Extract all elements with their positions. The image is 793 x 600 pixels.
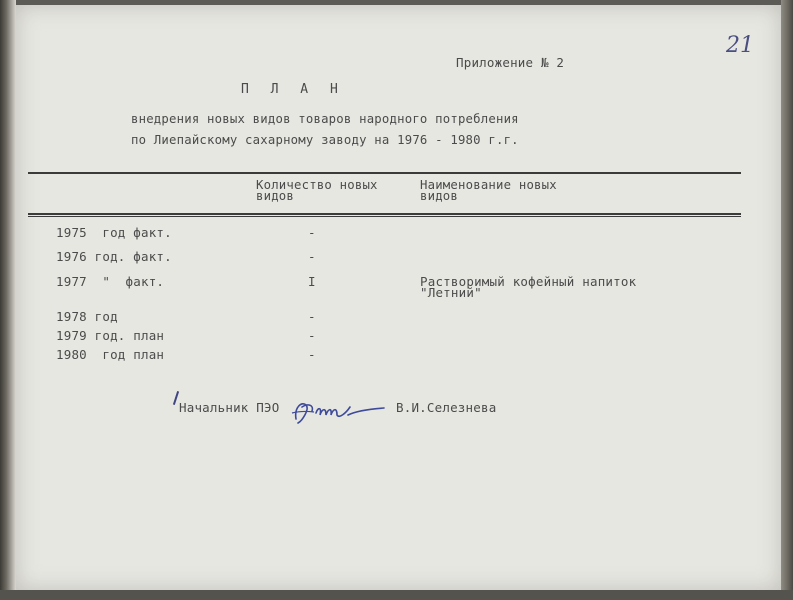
row-year-label: 1976 год. факт.	[56, 249, 172, 264]
page-right-edge	[781, 0, 793, 600]
handwritten-folio-number: 21	[726, 33, 754, 58]
signatory-position: Начальник ПЭО	[179, 400, 280, 415]
document-page	[16, 5, 781, 590]
row-year-label: 1975 год факт.	[56, 225, 172, 240]
row-quantity: -	[308, 309, 316, 324]
row-quantity: -	[308, 328, 316, 343]
book-binding-edge	[0, 0, 16, 600]
row-year-label: 1978 год	[56, 309, 118, 324]
document-subtitle-line-2: по Лиепайскому сахарному заводу на 1976 - 1980 г.г.	[131, 133, 519, 147]
header-quantity: Количество новых видов	[256, 178, 378, 203]
row-quantity: -	[308, 249, 316, 264]
row-quantity: I	[308, 274, 316, 289]
handwritten-signature	[290, 393, 386, 431]
table-header-rule	[28, 213, 741, 215]
document-title: П Л А Н	[241, 82, 345, 97]
table-header-rule-double	[28, 216, 741, 217]
row-product-name: Растворимый кофейный напиток "Летний"	[420, 274, 637, 300]
document-subtitle-line-1: внедрения новых видов товаров народного потребления	[131, 112, 519, 126]
page-bottom-edge	[0, 590, 793, 600]
row-quantity: -	[308, 347, 316, 362]
header-name: Наименование новых видов	[420, 178, 557, 203]
signatory-name: В.И.Селезнева	[396, 400, 497, 415]
row-year-label: 1977 " факт.	[56, 274, 165, 289]
table-top-rule	[28, 172, 741, 174]
row-quantity: -	[308, 225, 316, 240]
row-year-label: 1980 год план	[56, 347, 165, 362]
annex-label: Приложение № 2	[456, 55, 565, 70]
row-year-label: 1979 год. план	[56, 328, 165, 343]
